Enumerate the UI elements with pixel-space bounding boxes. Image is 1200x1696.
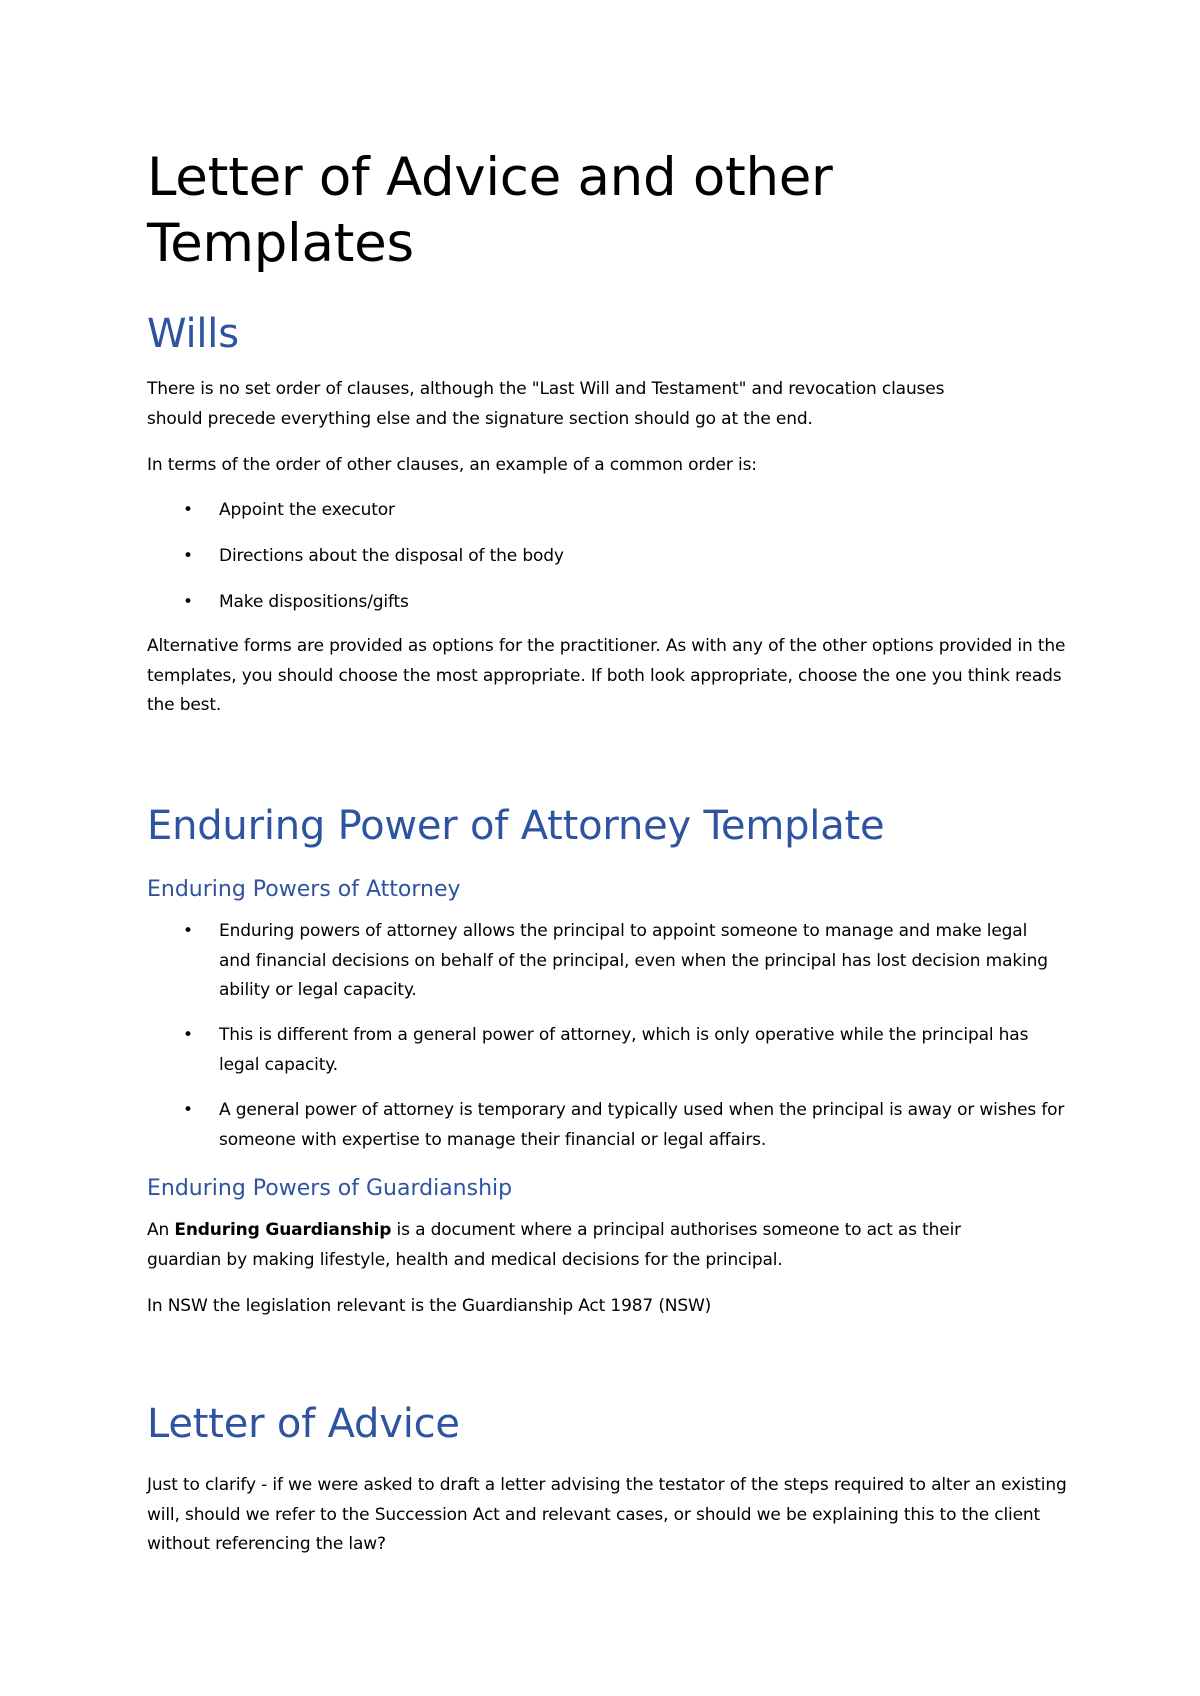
epa-subheading-attorney: Enduring Powers of Attorney <box>147 877 461 902</box>
wills-list-item <box>147 588 1067 618</box>
wills-paragraph-2: In terms of the order of other clauses, an example of a common order is: <box>147 455 757 475</box>
bullet-icon: • <box>183 546 193 566</box>
epa-list-item <box>147 1096 1067 1155</box>
epa-heading: Enduring Power of Attorney Template <box>147 803 885 849</box>
bullet-icon: • <box>183 1100 193 1120</box>
wills-heading: Wills <box>147 311 239 357</box>
epa-list-item-text: A general power of attorney is temporary and typically used when the principal is away or wishes for someone with expertise to manage their financial or legal affairs. <box>219 1100 1065 1150</box>
wills-paragraph-1: There is no set order of clauses, although the "Last Will and Testament" and revocation clauses should precede everything else and the signature section should go at the end. <box>147 379 945 429</box>
guardianship-term: Enduring Guardianship <box>174 1220 392 1240</box>
epa-list-item-text: Enduring powers of attorney allows the principal to appoint someone to manage and make legal and financial decisions on behalf of the principal, even when the principal has lost decision making ability or legal capacity. <box>219 921 1048 1000</box>
wills-list-item-text: Make dispositions/gifts <box>219 592 409 612</box>
loa-paragraph: Just to clarify - if we were asked to draft a letter advising the testator of the steps required to alter an existing will, should we refer to the Succession Act and relevant cases, or should we be explaining this to the client without referencing the law? <box>147 1475 1067 1554</box>
bullet-icon: • <box>183 500 193 520</box>
epa-list-item-text: This is different from a general power of attorney, which is only operative while the principal has legal capacity. <box>219 1025 1029 1075</box>
wills-list-item-text: Directions about the disposal of the body <box>219 546 564 566</box>
guardianship-rest: is a document where a principal authorises someone to act as their guardian by making lifestyle, health and medical decisions for the principal. <box>147 1220 961 1270</box>
wills-paragraph-3: Alternative forms are provided as options for the practitioner. As with any of the other options provided in the templates, you should choose the most appropriate. If both look appropriate, choose the one you think reads the best. <box>147 636 1066 715</box>
wills-list-item <box>147 496 1067 526</box>
epa-list-item <box>147 917 1067 1006</box>
guardianship-prefix: An <box>147 1220 175 1240</box>
wills-list-item <box>147 542 1067 572</box>
epa-subheading-guardianship: Enduring Powers of Guardianship <box>147 1176 513 1201</box>
document-title: Letter of Advice and other Templates <box>147 147 833 274</box>
guardianship-paragraph <box>147 1216 1027 1275</box>
bullet-icon: • <box>183 921 193 941</box>
bullet-icon: • <box>183 1025 193 1045</box>
epa-list-item <box>147 1021 1067 1080</box>
bullet-icon: • <box>183 592 193 612</box>
loa-heading: Letter of Advice <box>147 1401 460 1447</box>
wills-list-item-text: Appoint the executor <box>219 500 395 520</box>
nsw-legislation-paragraph: In NSW the legislation relevant is the Guardianship Act 1987 (NSW) <box>147 1296 712 1316</box>
